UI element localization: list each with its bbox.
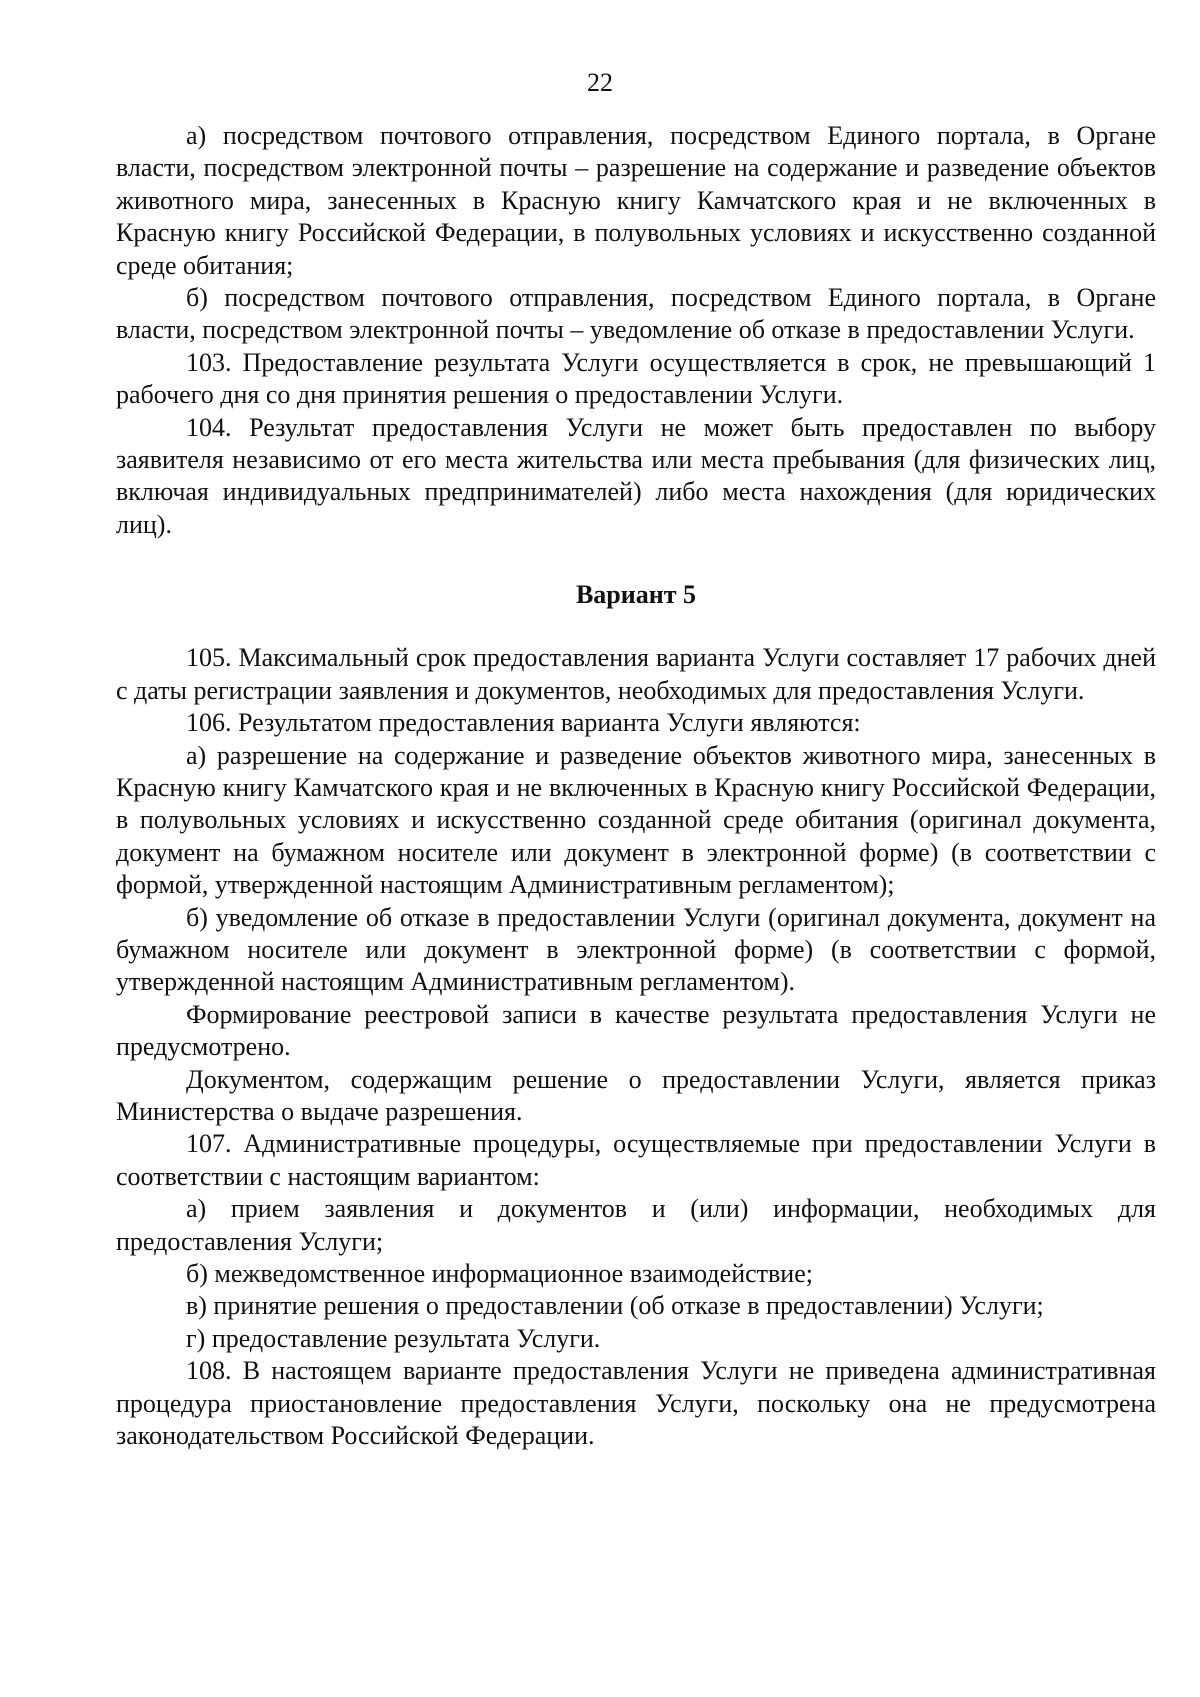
document-body bbox=[116, 120, 1156, 1452]
paragraph: Формирование реестровой записи в качестве результата предоставления Услуги не предусмотрено. bbox=[116, 999, 1156, 1062]
paragraph: б) посредством почтового отправления, посредством Единого портала, в Органе власти, посредством электронной почты – уведомление об отказе в предоставлении Услуги. bbox=[116, 283, 1156, 345]
paragraph: 105. Максимальный срок предоставления варианта Услуги составляет 17 рабочих дней с даты регистрации заявления и документов, необходимых для предоставления Услуги. bbox=[116, 643, 1156, 705]
paragraph: 103. Предоставление результата Услуги осуществляется в срок, не превышающий 1 рабочего дня со дня принятия решения о предоставлении Услуги. bbox=[116, 347, 1156, 410]
section-heading: Вариант 5 bbox=[575, 580, 697, 610]
paragraph: 108. В настоящем варианте предоставления Услуги не приведена административная процедура приостановление предоставления Услуги, поскольку она не предусмотрена законодательством Российской Федерации. bbox=[116, 1356, 1156, 1451]
paragraph: 106. Результатом предоставления варианта Услуги являются: bbox=[186, 708, 861, 738]
paragraph: а) посредством почтового отправления, посредством Единого портала, в Органе власти, посредством электронной почты – разрешение на содержание и разведение объектов животного мира, занесенных в Красную книгу Камчатского края и не включенных в Красную книгу Российской Федерации, в полувольных условиях и искусственно созданной среде обитания; bbox=[116, 121, 1156, 280]
paragraph: б) уведомление об отказе в предоставлении Услуги (оригинал документа, документ на бумажном носителе или документ в электронной форме) (в соответствии с формой, утвержденной настоящим Административным регламентом). bbox=[116, 902, 1156, 997]
paragraph: в) принятие решения о предоставлении (об отказе в предоставлении) Услуги; bbox=[186, 1291, 1044, 1321]
paragraph: а) прием заявления и документов и (или) информации, необходимых для предоставления Услуги; bbox=[116, 1194, 1156, 1256]
page-number: 22 bbox=[587, 68, 613, 97]
paragraph: 104. Результат предоставления Услуги не может быть предоставлен по выбору заявителя независимо от его места жительства или места пребывания (для физических лиц, включая индивидуальных предпринимателей) либо места нахождения (для юридических лиц). bbox=[116, 412, 1156, 539]
paragraph: Документом, содержащим решение о предоставлении Услуги, является приказ Министерства о выдаче разрешения. bbox=[116, 1064, 1156, 1126]
paragraph: 107. Административные процедуры, осуществляемые при предоставлении Услуги в соответствии с настоящим вариантом: bbox=[116, 1129, 1156, 1191]
paragraph: б) межведомственное информационное взаимодействие; bbox=[186, 1259, 813, 1288]
paragraph: г) предоставление результата Услуги. bbox=[186, 1323, 601, 1353]
paragraph: а) разрешение на содержание и разведение объектов животного мира, занесенных в Красную книгу Камчатского края и не включенных в Красную книгу Российской Федерации, в полувольных условиях и искусственно созданной среде обитания (оригинал документа, документ на бумажном носителе или документ в электронной форме) (в соответствии с формой, утвержденной настоящим Административным регламентом); bbox=[116, 740, 1156, 900]
